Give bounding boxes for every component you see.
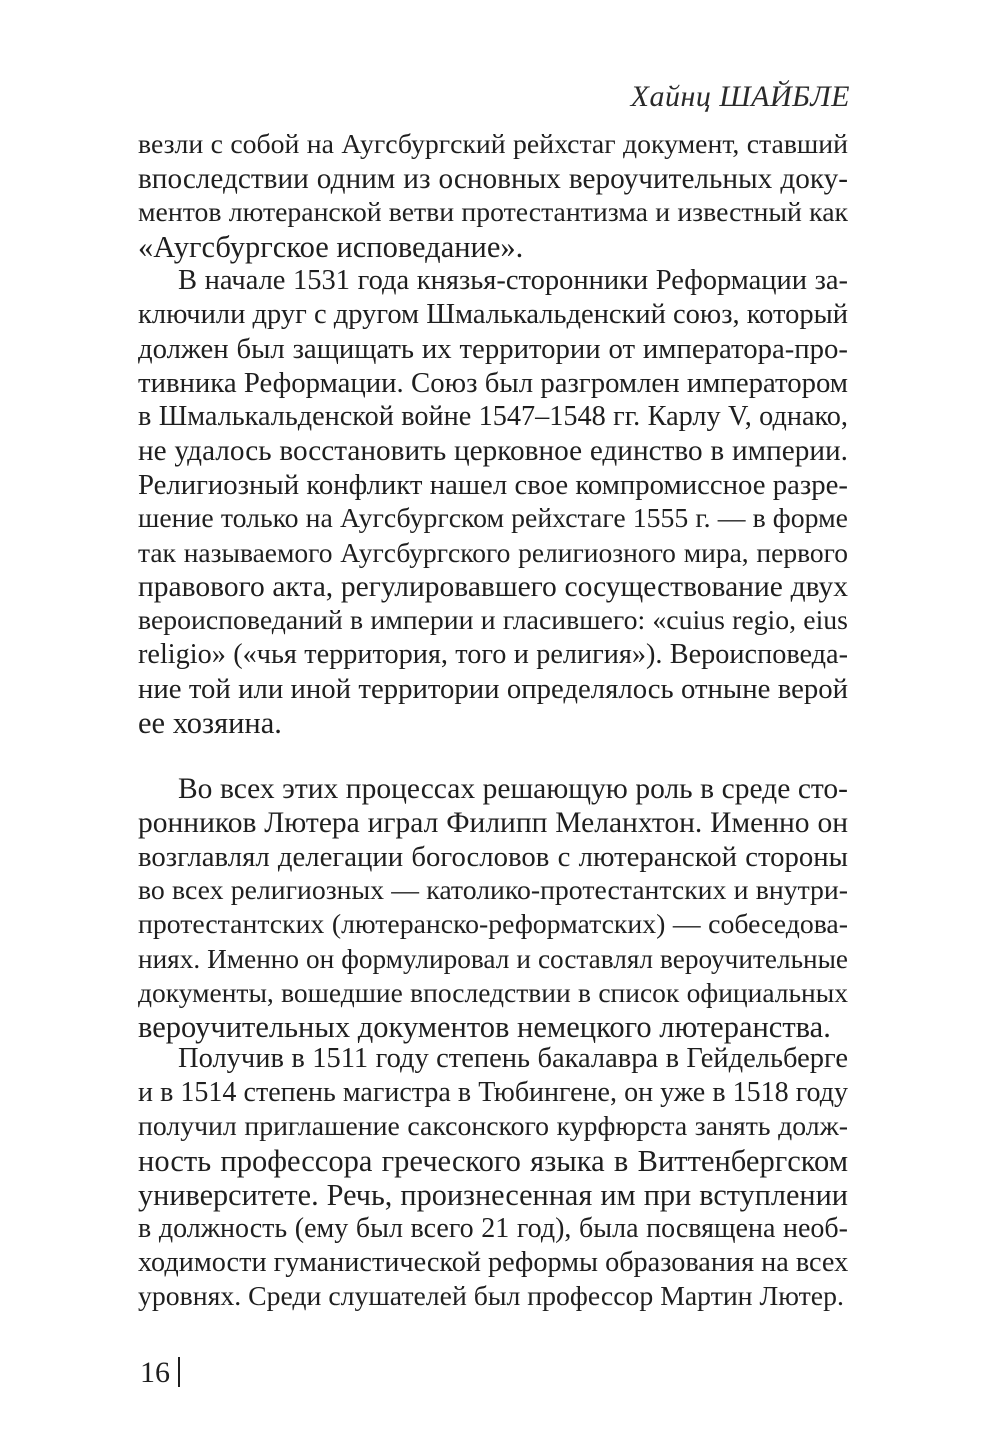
text-line: документы, вошедшие впоследствии в список официальных — [138, 977, 848, 1008]
text-line: возглавлял делегации богословов с лютеранской стороны — [138, 841, 848, 873]
text-line: ние той или иной территории определялось отныне верой — [138, 673, 848, 705]
text-line: вероисповеданий в империи и гласившего: «cuius regio, eius — [138, 605, 848, 636]
text-line: тивника Реформации. Союз был разгромлен императором — [138, 367, 848, 399]
text-line: В начале 1531 года князья-сторонники Реформации за- — [178, 265, 848, 296]
text-line: в Шмалькальденской войне 1547–1548 гг. Карлу V, однако, — [138, 401, 848, 432]
page-number: 16 — [140, 1356, 170, 1389]
text-line: во всех религиозных — католико-протестантских и внутри- — [138, 875, 848, 906]
paragraph-1 — [138, 128, 848, 264]
text-line: и в 1514 степень магистра в Тюбингене, он уже в 1518 году — [138, 1077, 848, 1108]
text-line: получил приглашение саксонского курфюрста занять долж- — [138, 1111, 848, 1142]
text-line: religio» («чья территория, того и религия»). Вероисповеда- — [138, 639, 848, 670]
text-line: уровнях. Среди слушателей был профессор Мартин Лютер. — [138, 1281, 844, 1312]
text-line: ронников Лютера играл Филипп Меланхтон. Именно он — [138, 807, 848, 839]
folio-rule — [178, 1357, 180, 1387]
paragraph-2 — [138, 264, 848, 740]
text-line: правового акта, регулировавшего сосуществование двух — [138, 571, 848, 603]
text-line: университете. Речь, произнесенная им при вступлении — [138, 1178, 848, 1212]
text-line: так называемого Аугсбургского религиозного мира, первого — [138, 537, 848, 568]
text-line: шение только на Аугсбургском рейхстаге 1555 г. — в форме — [138, 503, 848, 534]
page-number-footer — [140, 1356, 180, 1390]
text-line: в должность (ему был всего 21 год), была посвящена необ- — [138, 1213, 848, 1244]
text-line: вероучительных документов немецкого лютеранства. — [138, 1010, 831, 1044]
text-line: Получив в 1511 году степень бакалавра в Гейдельберге — [178, 1043, 848, 1074]
text-line: ключили друг с другом Шмалькальденский союз, который — [138, 299, 848, 330]
text-line: протестантских (лютеранско-реформатских) — собеседова- — [138, 909, 848, 940]
text-line: ментов лютеранской ветви протестантизма и известный как — [138, 197, 848, 228]
text-line: ность профессора греческого языка в Виттенбергском — [138, 1144, 848, 1178]
text-line: ее хозяина. — [138, 706, 282, 740]
text-line: ходимости гуманистической реформы образования на всех — [138, 1247, 849, 1278]
text-line: должен был защищать их территории от императора-про- — [138, 333, 848, 365]
text-line: впоследствии одним из основных вероучительных доку- — [138, 163, 848, 195]
text-line: везли с собой на Аугсбургский рейхстаг документ, ставший — [138, 129, 848, 160]
paragraph-4 — [138, 1042, 848, 1314]
paragraph-3 — [138, 772, 848, 1044]
running-header: Хайнц ШАЙБЛЕ — [630, 80, 850, 113]
text-line: Во всех этих процессах решающую роль в среде сто- — [178, 773, 848, 805]
text-line: ниях. Именно он формулировал и составлял вероучительные — [138, 944, 848, 974]
text-line: «Аугсбургское исповедание». — [138, 230, 524, 264]
text-line: не удалось восстановить церковное единство в империи. — [138, 435, 848, 467]
text-line: Религиозный конфликт нашел свое компромиссное разре- — [138, 469, 848, 501]
